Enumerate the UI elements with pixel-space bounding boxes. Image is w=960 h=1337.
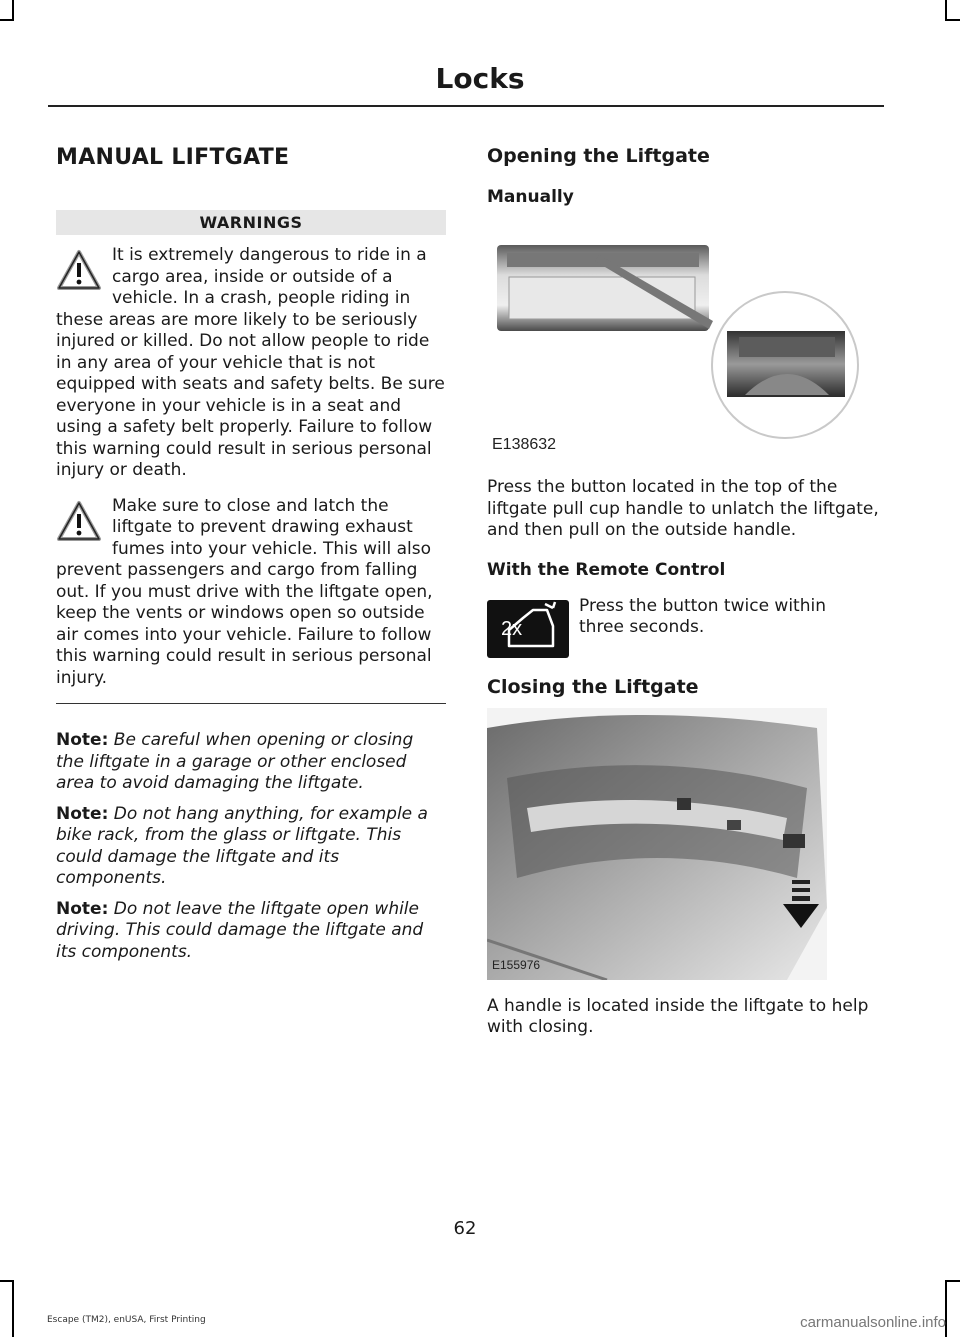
- right-column: [487, 145, 882, 1039]
- warnings-divider: [56, 703, 446, 704]
- remote-press-count: 2x: [501, 617, 523, 640]
- remote-control-row: [487, 596, 882, 662]
- closing-liftgate-heading: Closing the Liftgate: [487, 675, 699, 698]
- warning-text: Make sure to close and latch the liftgate to prevent drawing exhaust fumes into your vehicle. This will also prevent passengers and cargo from falling out. If you must drive with the liftgate open, keep the vents or windows open so outside air comes into your vehicle. Failure to follow this warning could result in serious personal injury.: [56, 495, 433, 688]
- warning-item: [56, 245, 446, 482]
- crop-mark: [12, 0, 14, 20]
- crop-mark: [945, 1280, 960, 1282]
- crop-mark: [945, 0, 947, 20]
- liftgate-handle-figure: [487, 245, 877, 475]
- page-header-title: Locks: [435, 62, 525, 95]
- warning-text: It is extremely dangerous to ride in a cargo area, inside or outside of a vehicle. In a crash, people riding in these areas are more likely to be seriously injured or killed. Do not allow people to ride in any area of your vehicle that is not equipped with seats and safety belts. Be sure everyone in your vehicle is in a seat and using a safety belt properly. Failure to follow this warning could result in serious personal injury or death.: [56, 245, 445, 480]
- remote-liftgate-button-icon: [487, 600, 569, 658]
- section-title: MANUAL LIFTGATE: [56, 145, 290, 170]
- watermark: carmanualsonline.info: [800, 1314, 946, 1331]
- liftgate-close-figure: [487, 708, 827, 980]
- closing-paragraph: A handle is located inside the liftgate to help with closing.: [487, 995, 869, 1037]
- note-label: Note:: [56, 730, 109, 750]
- warning-item: [56, 496, 446, 690]
- note-text: Be careful when opening or closing the liftgate in a garage or other enclosed area to avoid damaging the liftgate.: [56, 730, 414, 793]
- note-label: Note:: [56, 898, 109, 919]
- liftgate-close-illustration: [487, 708, 827, 980]
- crop-mark: [0, 1280, 14, 1282]
- note-text: Do not leave the liftgate open while driving. This could damage the liftgate and its components.: [56, 898, 424, 962]
- manually-paragraph: Press the button located in the top of the liftgate pull cup handle to unlatch the liftgate, and then pull on the outside handle.: [487, 477, 879, 540]
- manually-heading: Manually: [487, 187, 574, 207]
- crop-mark: [12, 1280, 14, 1337]
- note-paragraph: [56, 804, 446, 890]
- remote-control-text: Press the button twice within three seconds.: [579, 595, 826, 637]
- crop-mark: [945, 19, 960, 21]
- figure-id: E155976: [492, 957, 541, 972]
- left-column: [56, 145, 446, 963]
- warning-triangle-icon: [56, 500, 102, 544]
- header-divider: [48, 105, 884, 107]
- opening-liftgate-heading: Opening the Liftgate: [487, 145, 710, 167]
- page-number: 62: [453, 1218, 477, 1239]
- warnings-bar: WARNINGS: [56, 210, 446, 235]
- warning-triangle-icon: [56, 249, 102, 293]
- figure-id: E138632: [492, 436, 557, 453]
- liftgate-handle-illustration: [487, 245, 877, 445]
- note-label: Note:: [56, 803, 109, 824]
- note-paragraph: [56, 899, 446, 964]
- note-paragraph: [56, 730, 446, 795]
- note-text: Do not hang anything, for example a bike rack, from the glass or liftgate. This could damage the liftgate and its components.: [56, 803, 428, 888]
- remote-control-heading: With the Remote Control: [487, 559, 726, 580]
- footer-text: Escape (TM2), enUSA, First Printing: [47, 1315, 206, 1325]
- crop-mark: [0, 19, 14, 21]
